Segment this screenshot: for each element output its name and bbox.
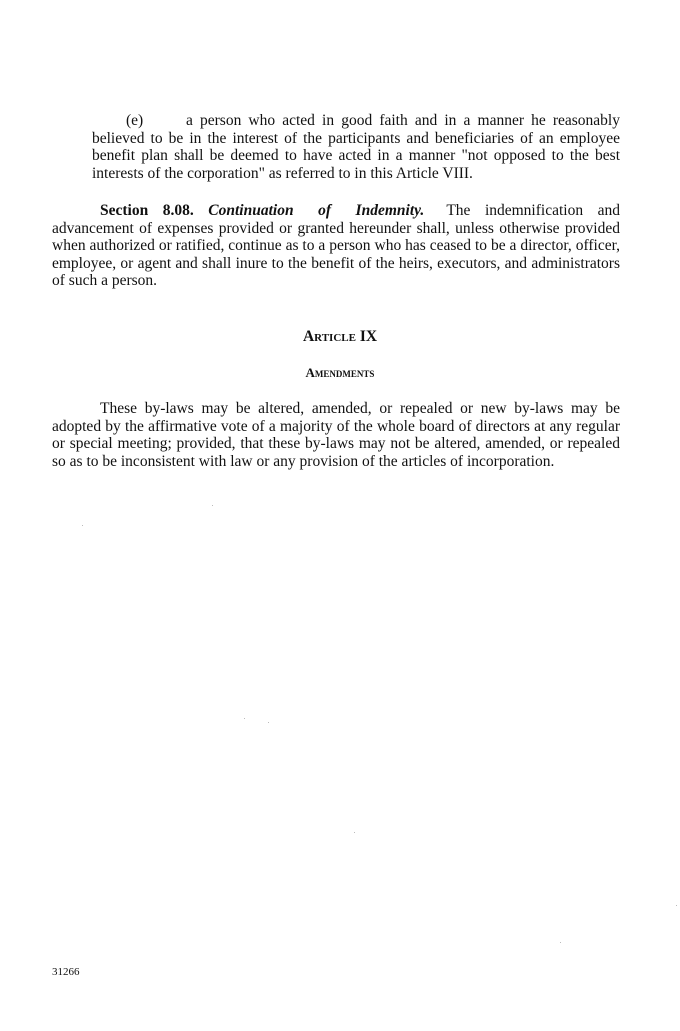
section-number: Section 8.08. [100, 202, 194, 219]
amendments-text: These by-laws may be altered, amended, or repealed or new by-laws may be adopted by the affirmative vote of a majority of the whole board of directors at any regular or special meeting; provided, that these by-laws may not be altered, amended, or repealed so as to be inconsistent with law or any provision of the articles of incorporation. [52, 400, 620, 470]
scan-speck [560, 942, 561, 943]
scan-speck [244, 718, 245, 719]
section-title: Continuation of Indemnity. [208, 202, 425, 219]
article-heading: Article IX [302, 328, 378, 345]
footer-document-code: 31266 [52, 966, 80, 978]
scan-speck [82, 525, 83, 526]
amendments-heading: Amendments [305, 365, 375, 380]
scan-speck [354, 832, 355, 833]
paragraph-e-marker: (e) [126, 112, 144, 129]
scan-speck [268, 722, 269, 723]
section-text: The indemnification and advancement of expenses provided or granted hereunder shall, unless otherwise provided when authorized or ratified, continue as to a person who has ceased to be a director, officer, employee, or agent and shall inure to the benefit of the heirs, executors, and administrators of such a person. [52, 202, 620, 290]
section-8-08 [52, 202, 620, 290]
scan-speck [676, 905, 677, 906]
amendments-paragraph [52, 400, 620, 470]
scan-speck [212, 505, 213, 506]
paragraph-e [92, 112, 620, 182]
paragraph-e-text: a person who acted in good faith and in a manner he reasonably believed to be in the interest of the participants and beneficiaries of an employee benefit plan shall be deemed to have acted in a manner "not opposed to the best interests of the corporation" as referred to in this Article VIII. [92, 112, 620, 182]
